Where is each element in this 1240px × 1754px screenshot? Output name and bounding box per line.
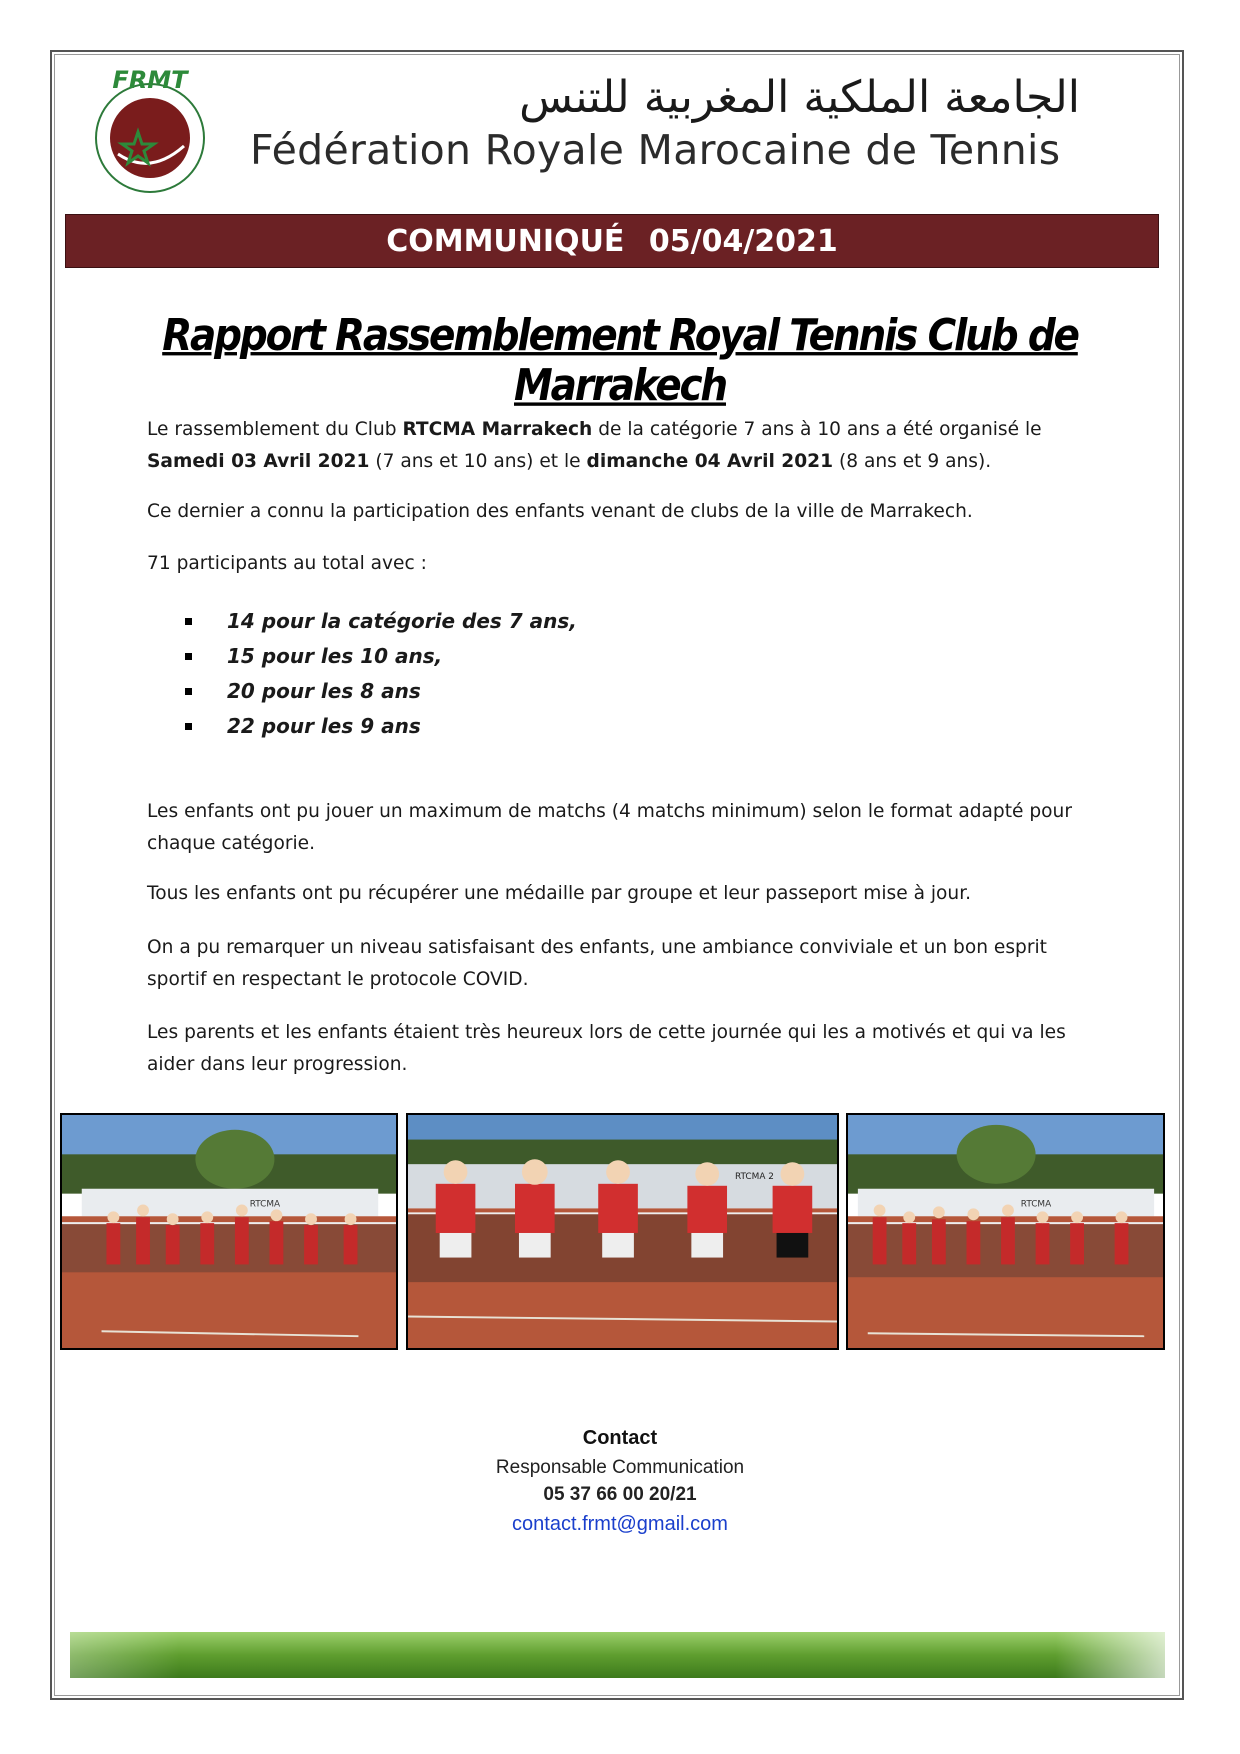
arabic-title: الجامعة الملكية المغربية للتنس — [519, 72, 1080, 123]
contact-title: Contact — [582, 1427, 658, 1449]
list-item: 22 pour les 9 ans — [185, 709, 577, 744]
federation-title: Fédération Royale Marocaine de Tennis — [250, 126, 1061, 174]
bullet-square-icon — [185, 653, 192, 660]
group-photo-2 — [406, 1113, 839, 1350]
paragraph-level: On a pu remarquer un niveau satisfaisant des enfants, une ambiance conviviale et un bon esprit sportif en respectant le protocole COVID. — [147, 937, 1047, 990]
frmt-logo — [88, 66, 214, 196]
court-sign: RTCMA 2 — [734, 1171, 774, 1182]
list-item: 20 pour les 8 ans — [185, 674, 577, 709]
contact-email-link[interactable]: contact.frmt@gmail.com — [512, 1513, 728, 1535]
list-item: 14 pour la catégorie des 7 ans, — [185, 604, 577, 639]
grass-footer-image — [70, 1632, 1165, 1678]
paragraph-intro: Le rassemblement du Club RTCMA Marrakech de la catégorie 7 ans à 10 ans a été organisé le Samedi 03 Avril 2021 (7 ans et 10 ans) et le dimanche 04 Avril 2021 (8 ans et 9 ans). — [147, 419, 1042, 472]
report-title: Rapport Rassemblement Royal Tennis Club de Marrakech — [162, 310, 1078, 412]
group-photo-1 — [60, 1113, 398, 1350]
contact-role: Responsable Communication — [495, 1457, 745, 1478]
paragraph-matches: Les enfants ont pu jouer un maximum de matchs (4 matchs minimum) selon le format adapté pour chaque catégorie. — [147, 801, 1072, 854]
group-photo-3 — [846, 1113, 1165, 1350]
communique-banner — [65, 214, 1159, 268]
logo-text: FRMT — [112, 66, 188, 94]
bullet-square-icon — [185, 618, 192, 625]
bullet-square-icon — [185, 723, 192, 730]
paragraph-total: 71 participants au total avec : — [147, 553, 427, 574]
category-list — [185, 604, 577, 744]
contact-phone: 05 37 66 00 20/21 — [543, 1484, 697, 1505]
court-sign: RTCMA — [1020, 1199, 1052, 1210]
list-item: 15 pour les 10 ans, — [185, 639, 577, 674]
paragraph-medals: Tous les enfants ont pu récupérer une médaille par groupe et leur passeport mise à jour. — [147, 883, 972, 904]
court-sign: RTCMA — [249, 1199, 281, 1210]
banner-label: COMMUNIQUÉ 05/04/2021 — [386, 223, 838, 259]
paragraph-participation: Ce dernier a connu la participation des enfants venant de clubs de la ville de Marrakech. — [147, 501, 973, 522]
paragraph-parents: Les parents et les enfants étaient très heureux lors de cette journée qui les a motivés et qui va les aider dans leur progression. — [147, 1022, 1066, 1075]
bullet-square-icon — [185, 688, 192, 695]
